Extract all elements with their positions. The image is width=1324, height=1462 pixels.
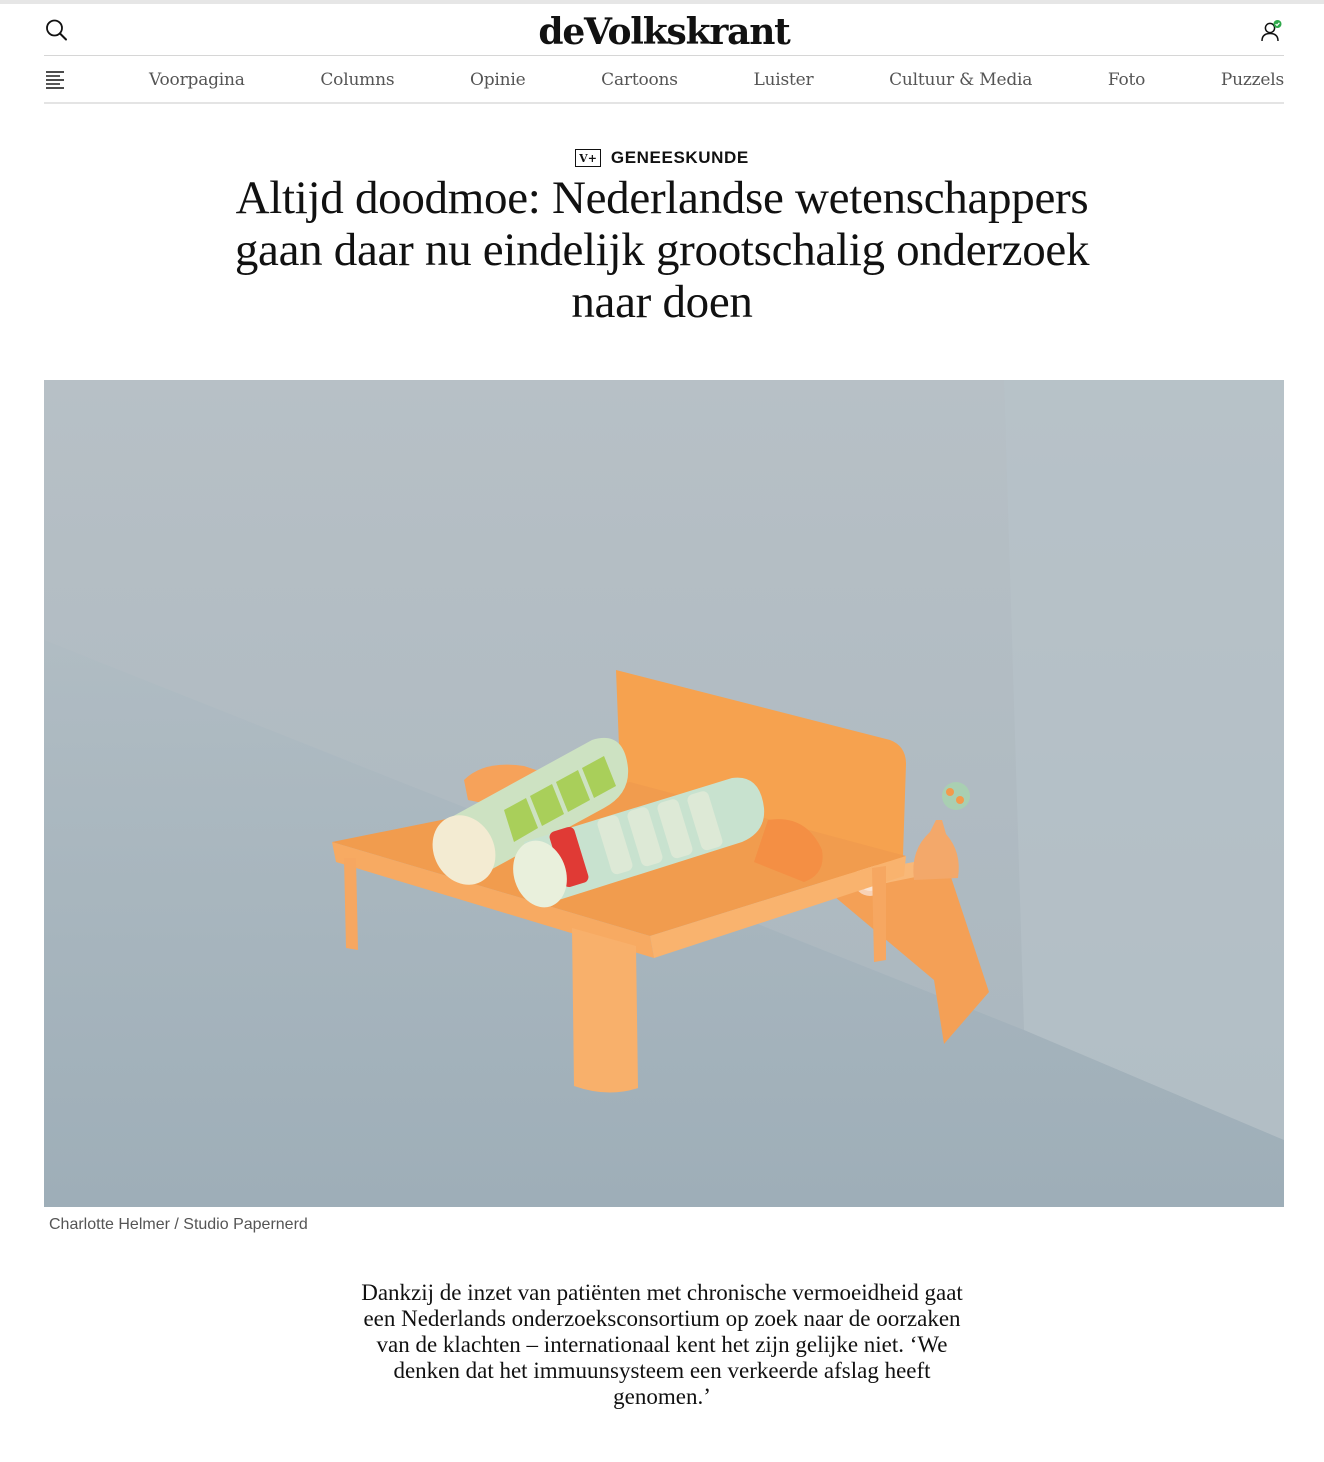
nav-item-luister[interactable]: Luister xyxy=(753,69,814,90)
site-logo[interactable]: deVolkskrant xyxy=(538,11,790,53)
nav-item-cartoons[interactable]: Cartoons xyxy=(601,69,678,90)
paper-bed-illustration xyxy=(44,380,1284,1207)
article-kicker xyxy=(0,148,1324,168)
article-headline: Altijd doodmoe: Nederlandse wetenschappers gaan daar nu eindelijk grootschalig onderzoek naar doen xyxy=(234,172,1090,328)
nav-item-puzzels[interactable]: Puzzels xyxy=(1220,69,1284,90)
nav-item-cultuur-media[interactable]: Cultuur & Media xyxy=(889,69,1033,90)
nav-item-foto[interactable]: Foto xyxy=(1107,69,1146,90)
nav-list xyxy=(149,57,1284,102)
menu-icon xyxy=(44,69,68,91)
section-label[interactable]: GENEESKUNDE xyxy=(610,148,749,167)
hero-image xyxy=(44,380,1284,1207)
nav-item-voorpagina[interactable]: Voorpagina xyxy=(149,69,245,90)
account-icon xyxy=(1258,18,1284,44)
site-header xyxy=(44,4,1284,56)
image-credit: Charlotte Helmer / Studio Papernerd xyxy=(49,1216,308,1233)
nav-item-columns[interactable]: Columns xyxy=(320,69,395,90)
vplus-badge: V+ xyxy=(575,149,601,167)
account-button[interactable] xyxy=(1258,18,1284,44)
nav-item-opinie[interactable]: Opinie xyxy=(470,69,526,90)
main-navigation xyxy=(44,57,1284,104)
menu-button[interactable] xyxy=(44,69,68,91)
article-intro: Dankzij de inzet van patiënten met chronische vermoeidheid gaat een Nederlands onderzoeksconsortium op zoek naar de oorzaken van de klachten – internationaal kent het zijn gelijke niet. ‘We denken dat het immuunsysteem een verkeerde afslag heeft genomen.’ xyxy=(361,1280,963,1409)
